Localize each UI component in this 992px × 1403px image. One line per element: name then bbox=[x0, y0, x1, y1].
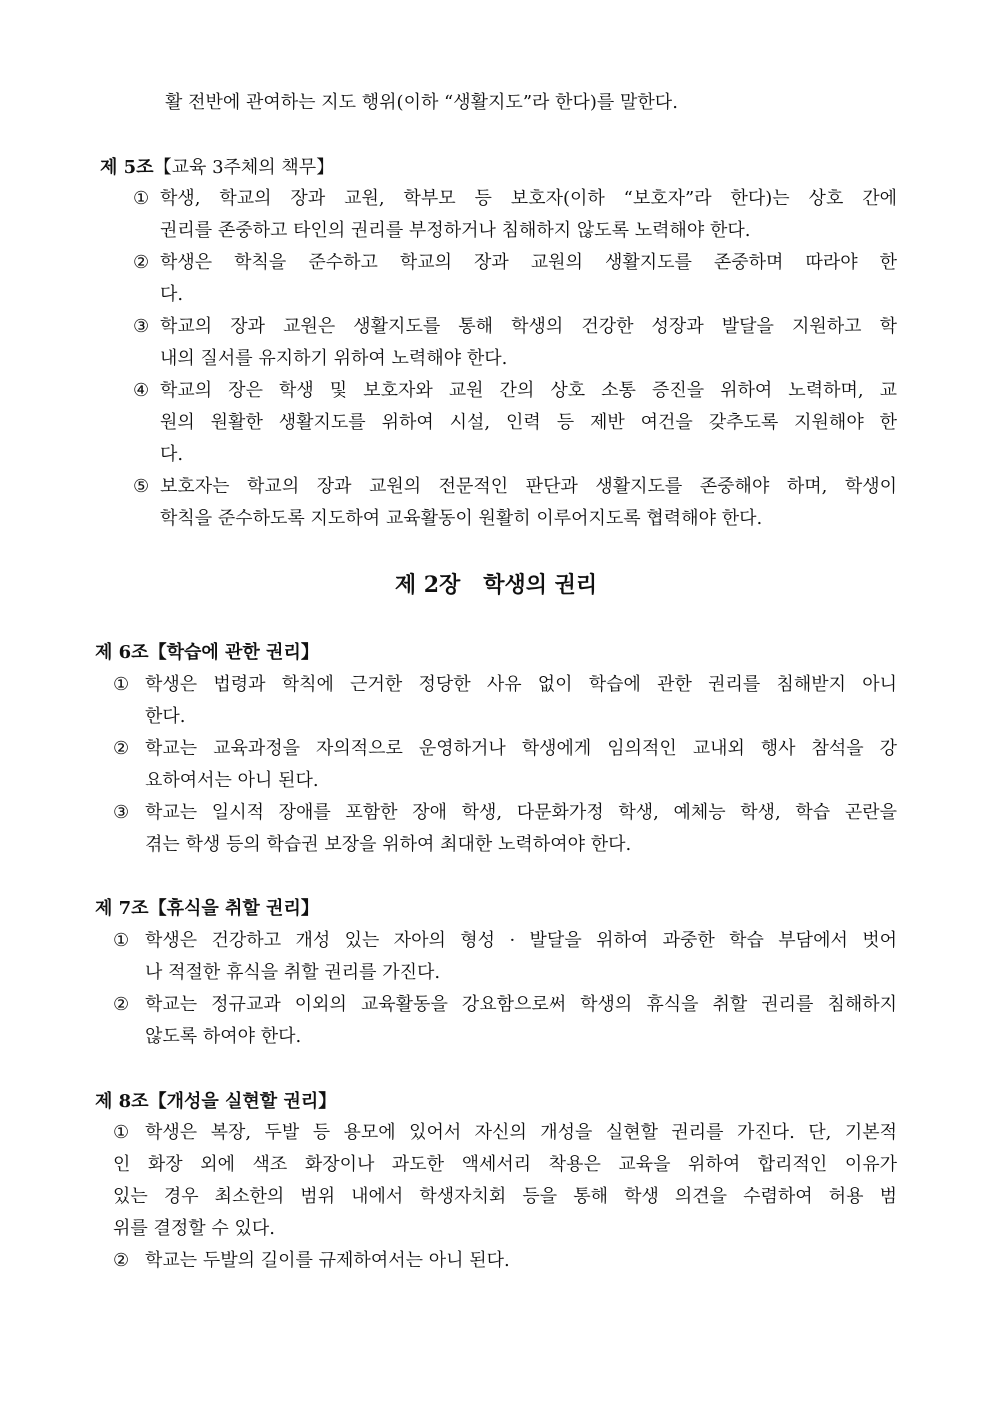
item-line: 보호자는 학교의 장과 교원의 전문적인 판단과 생활지도를 존중해야 하며, 학생이 bbox=[160, 476, 897, 497]
item-line: 인 화장 외에 색조 화장이나 과도한 액세서리 착용은 교육을 위하여 합리적인 이유가 bbox=[113, 1154, 897, 1175]
item-marker: ① bbox=[113, 1122, 130, 1143]
item-marker: ④ bbox=[133, 380, 150, 401]
item-marker: ① bbox=[113, 674, 130, 695]
item-line: 겪는 학생 등의 학습권 보장을 위하여 최대한 노력하여야 한다. bbox=[145, 834, 632, 855]
item-line: 나 적절한 휴식을 취할 권리를 가진다. bbox=[145, 962, 441, 983]
item-marker: ② bbox=[113, 994, 130, 1015]
item-line: 요하여서는 아니 된다. bbox=[145, 770, 319, 791]
item-line: 다. bbox=[160, 444, 184, 465]
item-line: 위를 결정할 수 있다. bbox=[113, 1218, 275, 1239]
item-line: 학교는 일시적 장애를 포함한 장애 학생, 다문화가정 학생, 예체능 학생, 학습 곤란을 bbox=[145, 802, 897, 823]
article-number: 제 6조 bbox=[95, 642, 149, 663]
item-line: 학생, 학교의 장과 교원, 학부모 등 보호자(이하 “보호자”라 한다)는 상호 간에 bbox=[160, 188, 897, 209]
item-line: 학교는 두발의 길이를 규제하여서는 아니 된다. bbox=[145, 1250, 510, 1271]
item-line: 학생은 건강하고 개성 있는 자아의 형성 · 발달을 위하여 과중한 학습 부담에서 벗어 bbox=[145, 930, 897, 951]
item-marker: ① bbox=[133, 188, 150, 209]
item-line: 내의 질서를 유지하기 위하여 노력해야 한다. bbox=[160, 348, 508, 369]
item-line: 다. bbox=[160, 284, 184, 305]
item-line: 원의 원활한 생활지도를 위하여 시설, 인력 등 제반 여건을 갖추도록 지원해야 한 bbox=[160, 412, 897, 433]
item-marker: ③ bbox=[113, 802, 130, 823]
article-number: 제 8조 bbox=[95, 1091, 149, 1112]
item-marker: ② bbox=[133, 252, 150, 273]
article-title: 【개성을 실현할 권리】 bbox=[148, 1091, 337, 1112]
article-heading bbox=[95, 639, 319, 667]
item-line: 학교는 교육과정을 자의적으로 운영하거나 학생에게 임의적인 교내외 행사 참석을 강 bbox=[145, 738, 897, 759]
article-number: 제 7조 bbox=[95, 898, 149, 919]
article-heading bbox=[95, 895, 319, 923]
chapter-title: 제 2장 학생의 권리 bbox=[394, 572, 598, 598]
item-line: 학생은 복장, 두발 등 용모에 있어서 자신의 개성을 실현할 권리를 가진다. 단, 기본적 bbox=[145, 1122, 897, 1143]
item-marker: ① bbox=[113, 930, 130, 951]
item-line: 권리를 존중하고 타인의 권리를 부정하거나 침해하지 않도록 노력해야 한다. bbox=[160, 220, 751, 241]
article-number: 제 5조 bbox=[100, 157, 154, 178]
article-heading bbox=[100, 154, 334, 182]
item-marker: ② bbox=[113, 738, 130, 759]
article-title: 【교육 3주체의 책무】 bbox=[153, 157, 335, 178]
item-line: 학교는 정규교과 이외의 교육활동을 강요함으로써 학생의 휴식을 취할 권리를 침해하지 bbox=[145, 994, 897, 1015]
item-marker: ② bbox=[113, 1250, 130, 1271]
item-line: 학교의 장은 학생 및 보호자와 교원 간의 상호 소통 증진을 위하여 노력하며, 교 bbox=[160, 380, 897, 401]
item-line: 학생은 법령과 학칙에 근거한 정당한 사유 없이 학습에 관한 권리를 침해받지 아니 bbox=[145, 674, 897, 695]
item-line: 않도록 하여야 한다. bbox=[145, 1026, 302, 1047]
article-heading bbox=[95, 1088, 336, 1116]
intro-line: 활 전반에 관여하는 지도 행위(이하 “생활지도”라 한다)를 말한다. bbox=[165, 92, 678, 113]
item-line: 학교의 장과 교원은 생활지도를 통해 학생의 건강한 성장과 발달을 지원하고 학 bbox=[160, 316, 897, 337]
article-title: 【학습에 관한 권리】 bbox=[148, 642, 319, 663]
item-line: 한다. bbox=[145, 706, 186, 727]
item-line: 있는 경우 최소한의 범위 내에서 학생자치회 등을 통해 학생 의견을 수렴하여 허용 범 bbox=[113, 1186, 897, 1207]
item-line: 학생은 학칙을 준수하고 학교의 장과 교원의 생활지도를 존중하며 따라야 한 bbox=[160, 252, 897, 273]
article-title: 【휴식을 취할 권리】 bbox=[148, 898, 319, 919]
item-marker: ⑤ bbox=[133, 476, 150, 497]
item-line: 학칙을 준수하도록 지도하여 교육활동이 원활히 이루어지도록 협력해야 한다. bbox=[160, 508, 763, 529]
item-marker: ③ bbox=[133, 316, 150, 337]
